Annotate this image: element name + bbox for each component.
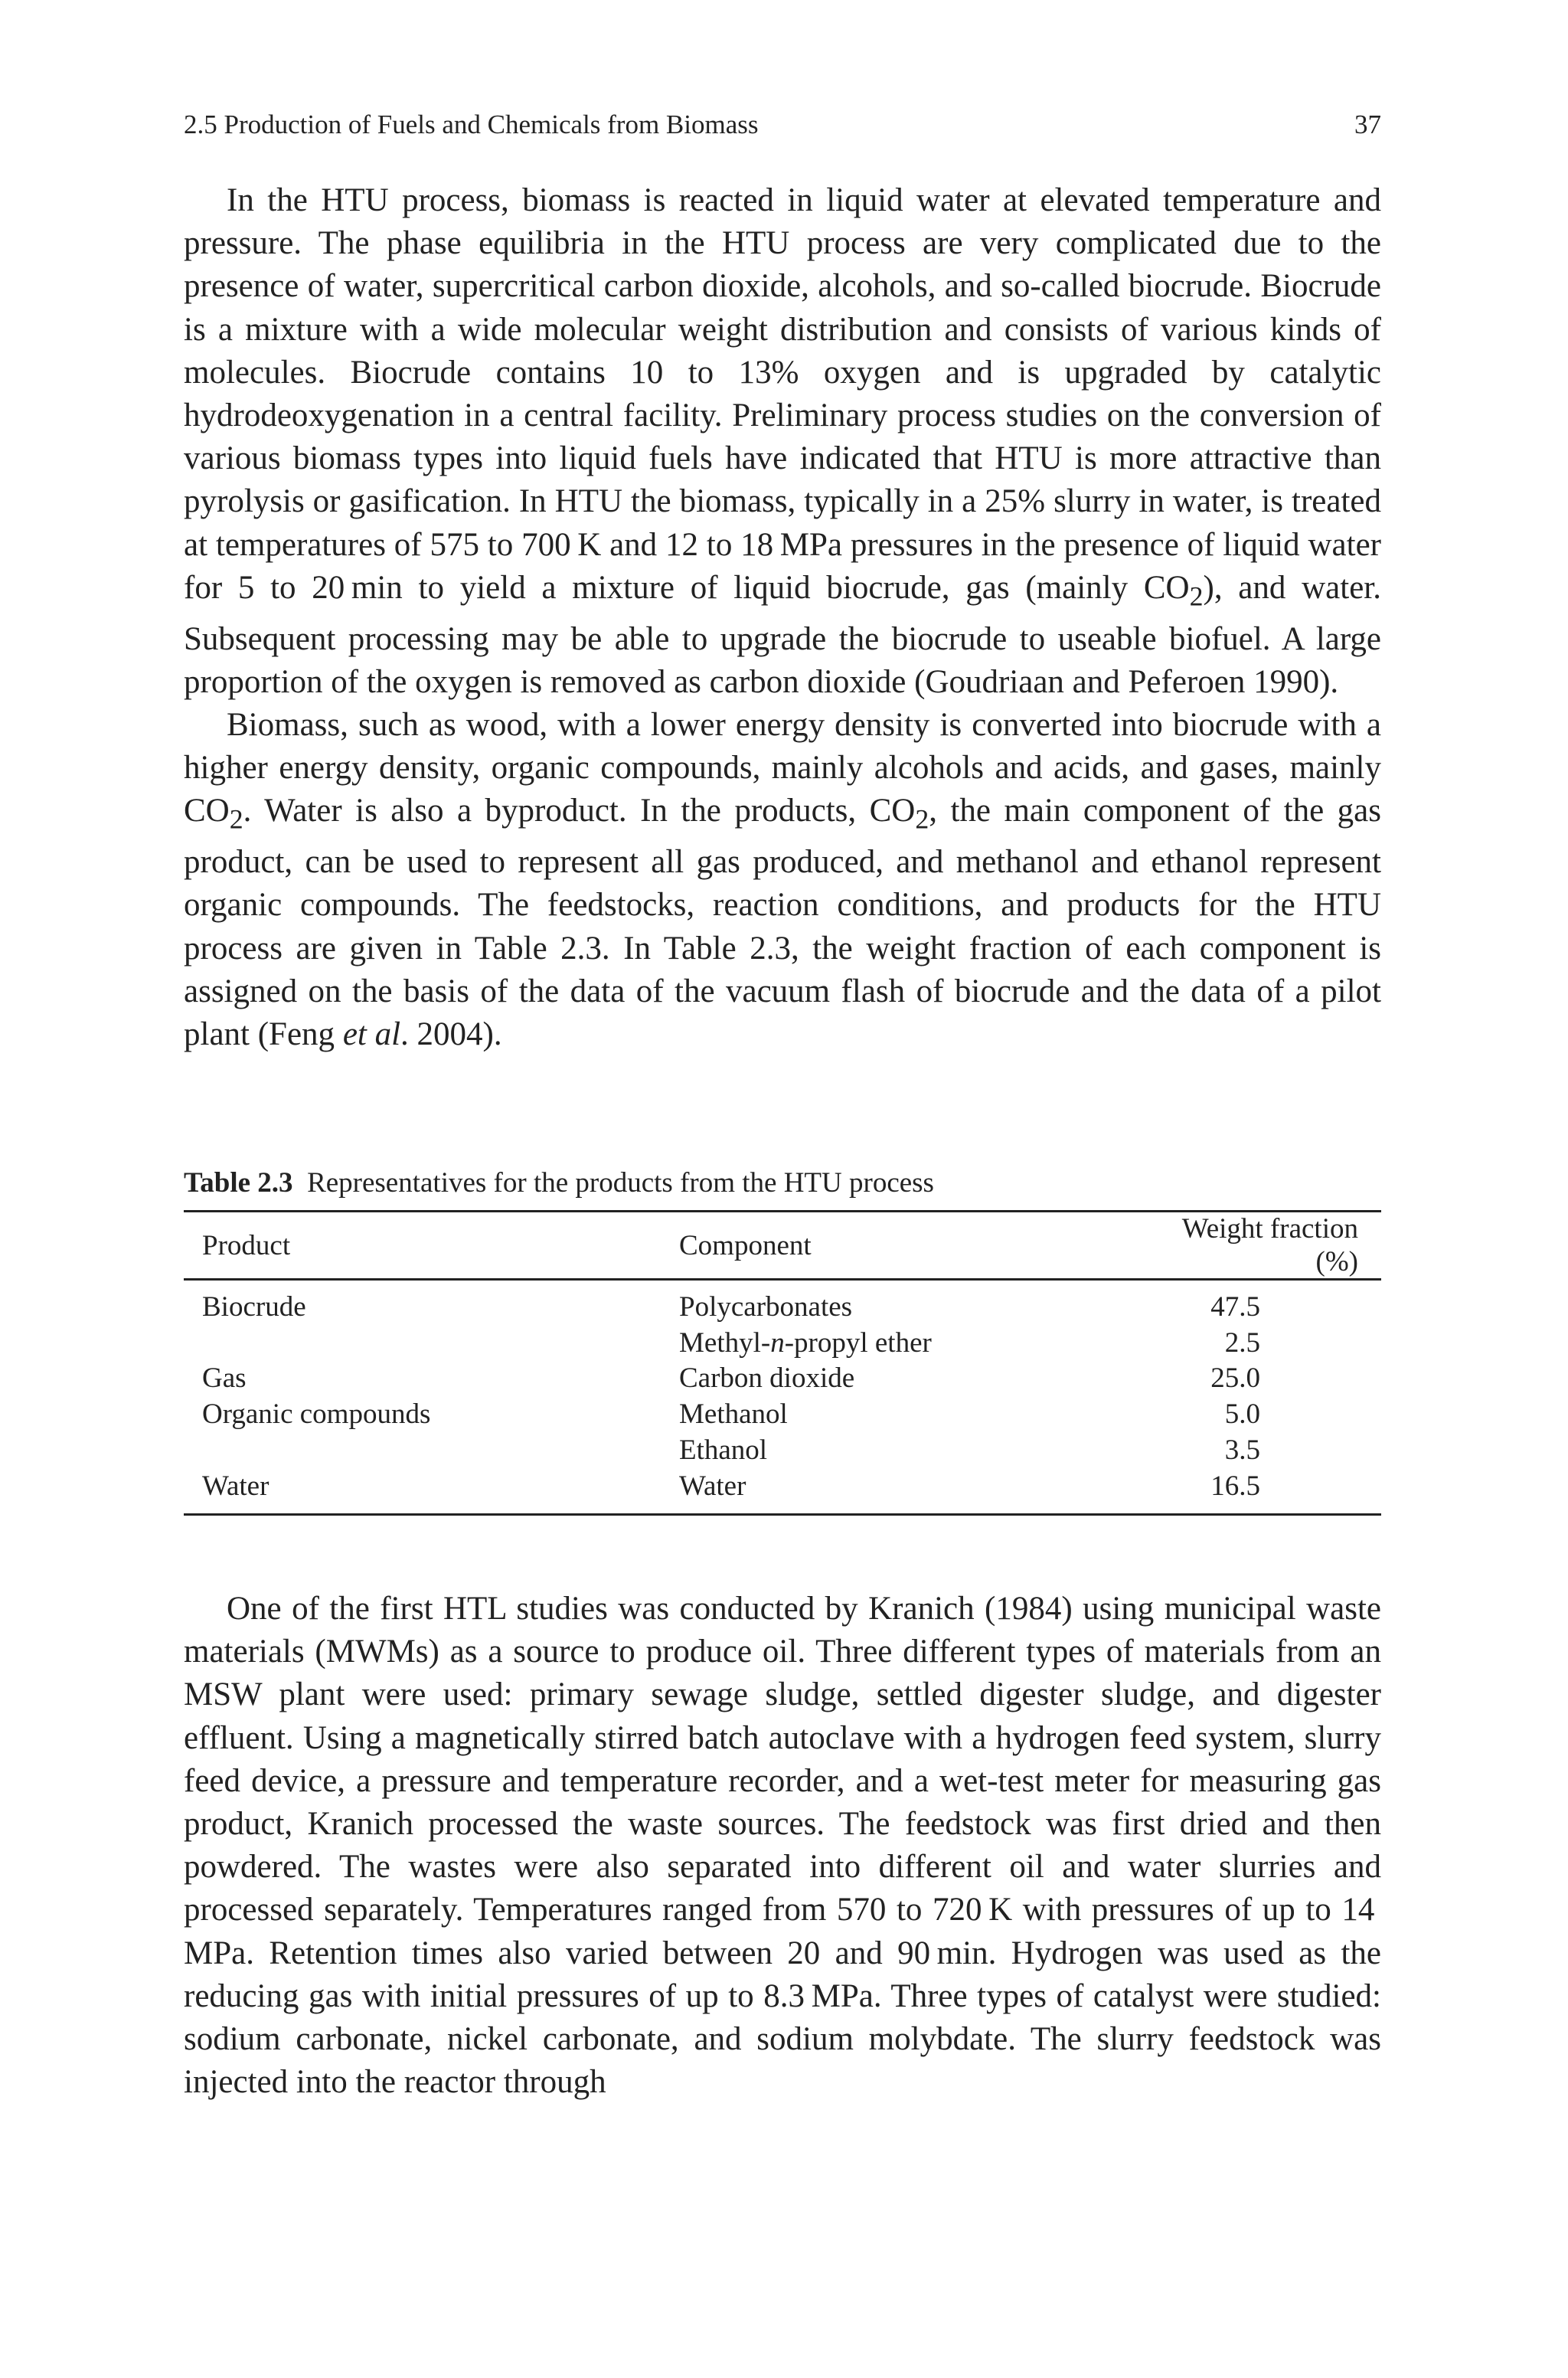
paragraph: [184, 179, 1381, 704]
cell-component: [661, 1326, 1126, 1362]
table-caption-label: Table 2.3: [184, 1167, 293, 1199]
paragraph: [184, 1588, 1381, 2104]
cell-weight-fraction: 2.5: [1224, 1326, 1260, 1359]
paragraph: [184, 704, 1381, 1056]
italic-text: n: [770, 1326, 785, 1359]
italic-text: et al: [342, 1016, 401, 1053]
body-text-top: [184, 179, 1381, 1056]
text-run: Methyl-: [679, 1326, 771, 1359]
table-body: [184, 1280, 1381, 1515]
cell-product: Biocrude: [202, 1291, 306, 1323]
cell-component: [661, 1361, 1126, 1397]
table-caption: [184, 1166, 934, 1201]
table-container: [184, 1210, 1381, 1516]
text-run: . Water is also a byproduct. In the products, CO: [243, 793, 916, 829]
text-run: ), and water. Subsequent processing may be able to upgrade the biocrude to useable biofuel. A large proportion of the oxygen is removed as carbon dioxide (Goudriaan and Peferoen 1990).: [184, 569, 1381, 700]
table-caption-text: Representatives for the products from the HTU process: [307, 1167, 934, 1199]
column-header-component: Component: [661, 1212, 1126, 1280]
text-run: In the HTU process, biomass is reacted in liquid water at elevated temperature and pressure. The phase equilibria in the HTU process are very complicated due to the presence of water, supercritical carbon dioxide, alcohols, and so-called biocrude. Biocrude is a mixture with a wide molecular weight distribution and consists of various kinds of molecules. Biocrude contains 10 to 13% oxygen and is upgraded by catalytic hydrodeoxygenation in a central facility. Preliminary process studies on the conversion of various biomass types into liquid fuels have indicated that HTU is more attractive than pyrolysis or gasification. In HTU the biomass, typically in a 25% slurry in water, is treated at temperatures of 575 to 700 K and 12 to 18 MPa pressures in the presence of liquid water for 5 to 20 min to yield a mixture of liquid biocrude, gas (mainly CO: [184, 182, 1381, 606]
cell-weight-fraction: 47.5: [1210, 1291, 1260, 1323]
table-row: [184, 1280, 1381, 1326]
running-head: [184, 106, 1381, 144]
table-row: [184, 1397, 1381, 1433]
text-run: Carbon dioxide: [679, 1362, 855, 1395]
cell-product: Water: [202, 1470, 270, 1502]
table-row: [184, 1433, 1381, 1469]
text-run: Biomass, such as wood, with a lower energy density is converted into biocrude with a higher energy density, organic compounds, mainly alcohols and acids, and gases, mainly CO: [184, 707, 1381, 829]
text-run: Polycarbonates: [679, 1291, 853, 1323]
text-run: , the main component of the gas product, can be used to represent all gas produced, and methanol and ethanol represent organic compounds. The feedstocks, reaction conditions, and products for the HTU process are given in Table 2.3. In Table 2.3, the weight fraction of each component is assigned on the basis of the data of the vacuum flash of biocrude and the data of a pilot plant (Feng: [184, 793, 1382, 1053]
subscript: 2: [915, 804, 929, 836]
cell-weight-fraction: 16.5: [1210, 1470, 1260, 1502]
text-run: One of the first HTL studies was conducted by Kranich (1984) using municipal waste materials (MWMs) as a source to produce oil. Three different types of materials from an MSW plant were used: primary sewage sludge, settled digester sludge, and digester effluent. Using a magnetically stirred batch autoclave with a hydrogen feed system, slurry feed device, a pressure and temperature recorder, and a wet-test meter for measuring gas product, Kranich processed the waste sources. The feedstock was first dried and then powdered. The wastes were also separated into different oil and water slurries and processed separately. Temperatures ranged from 570 to 720 K with pressures of up to 14 MPa. Retention times also varied between 20 and 90 min. Hydrogen was used as the reducing gas with initial pressures of up to 8.3 MPa. Three types of catalyst were studied: sodium carbonate, nickel carbonate, and sodium molybdate. The slurry feedstock was injected into the reactor through: [184, 1591, 1381, 2101]
text-run: . 2004).: [400, 1016, 502, 1053]
cell-weight-fraction: 5.0: [1224, 1398, 1260, 1431]
data-table: [184, 1210, 1381, 1516]
subscript: 2: [229, 804, 243, 836]
cell-weight-fraction: 3.5: [1224, 1434, 1260, 1466]
table-header-row: [184, 1212, 1381, 1280]
column-header-product: Product: [184, 1212, 661, 1280]
table-row: [184, 1469, 1381, 1515]
page-number: 37: [1354, 110, 1381, 139]
body-text-bottom: [184, 1588, 1381, 2104]
table-row: [184, 1361, 1381, 1397]
cell-component: [661, 1469, 1126, 1515]
text-run: Ethanol: [679, 1434, 768, 1466]
column-header-weight-fraction: Weight fraction (%): [1126, 1212, 1381, 1280]
text-run: -propyl ether: [784, 1326, 932, 1359]
cell-component: [661, 1433, 1126, 1469]
cell-product: [184, 1326, 661, 1362]
table-row: [184, 1326, 1381, 1362]
subscript: 2: [1189, 581, 1204, 612]
cell-product: Gas: [202, 1362, 247, 1395]
running-head-title: 2.5 Production of Fuels and Chemicals from Biomass: [184, 110, 759, 139]
text-run: Methanol: [679, 1398, 788, 1431]
cell-component: [661, 1397, 1126, 1433]
cell-component: [661, 1280, 1126, 1326]
cell-weight-fraction: 25.0: [1210, 1362, 1260, 1395]
cell-product: Organic compounds: [202, 1398, 431, 1431]
text-run: Water: [679, 1470, 746, 1502]
cell-product: [184, 1433, 661, 1469]
